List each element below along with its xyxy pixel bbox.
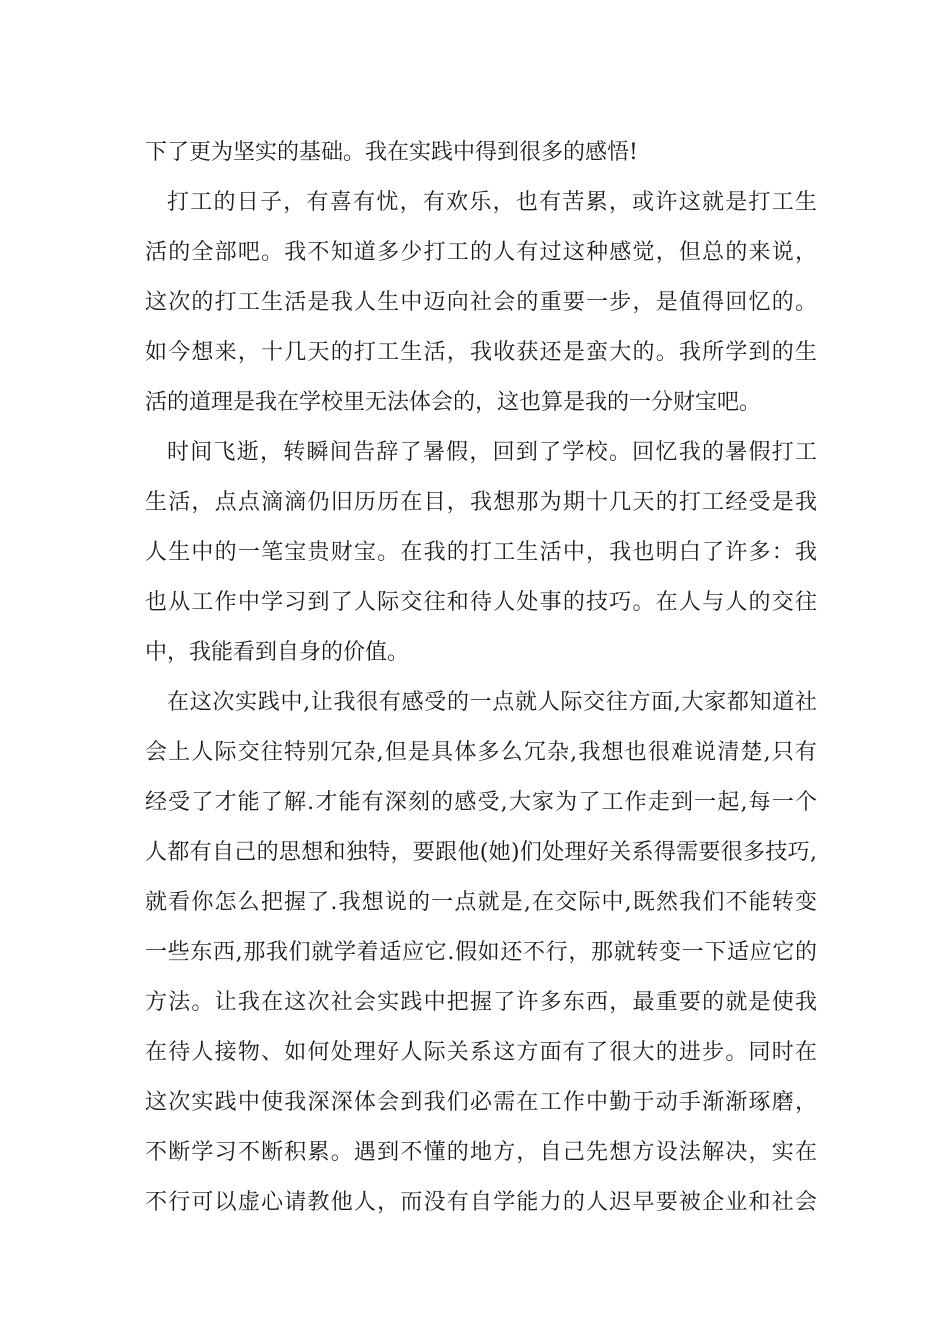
text-line: 这次的打工生活是我人生中迈向社会的重要一步，是值得回忆的。 [145,290,817,315]
text-line: 会上人际交往特别冗杂,但是具体多么冗杂,我想也很难说清楚,只有 [145,740,817,765]
text-line: 活的全部吧。我不知道多少打工的人有过这种感觉，但总的来说， [145,240,817,265]
text-line: 时间飞逝，转瞬间告辞了暑假，回到了学校。回忆我的暑假打工 [167,440,817,465]
text-line: 生活，点点滴滴仍旧历历在目，我想那为期十几天的打工经受是我 [145,490,817,515]
text-line: 在这次实践中,让我很有感受的一点就人际交往方面,大家都知道社 [167,690,817,715]
text-line: 在待人接物、如何处理好人际关系这方面有了很大的进步。同时在 [145,1040,817,1065]
text-line: 就看你怎么把握了.我想说的一点就是,在交际中,既然我们不能转变 [145,890,817,915]
text-line: 也从工作中学习到了人际交往和待人处事的技巧。在人与人的交往 [145,590,817,615]
document-body [145,128,817,1228]
text-line: 不断学习不断积累。遇到不懂的地方，自己先想方设法解决，实在 [145,1140,817,1165]
text-line: 这次实践中使我深深体会到我们必需在工作中勤于动手渐渐琢磨， [145,1090,817,1115]
text-line: 中，我能看到自身的价值。 [145,640,410,665]
text-line: 活的道理是我在学校里无法体会的，这也算是我的一分财宝吧。 [145,390,762,415]
text-line: 人都有自己的思想和独特，要跟他(她)们处理好关系得需要很多技巧, [145,840,817,865]
text-line: 经受了才能了解.才能有深刻的感受,大家为了工作走到一起,每一个 [145,790,817,815]
text-line: 方法。让我在这次社会实践中把握了许多东西，最重要的就是使我 [145,990,817,1015]
text-line: 不行可以虚心请教他人，而没有自学能力的人迟早要被企业和社会 [145,1190,817,1215]
text-line: 下了更为坚实的基础。我在实践中得到很多的感悟! [145,140,638,165]
text-line: 一些东西,那我们就学着适应它.假如还不行，那就转变一下适应它的 [145,940,817,965]
text-line: 如今想来，十几天的打工生活，我收获还是蛮大的。我所学到的生 [145,340,817,365]
text-line: 打工的日子，有喜有忧，有欢乐，也有苦累，或许这就是打工生 [167,190,817,215]
text-line: 人生中的一笔宝贵财宝。在我的打工生活中，我也明白了许多：我 [145,540,817,565]
